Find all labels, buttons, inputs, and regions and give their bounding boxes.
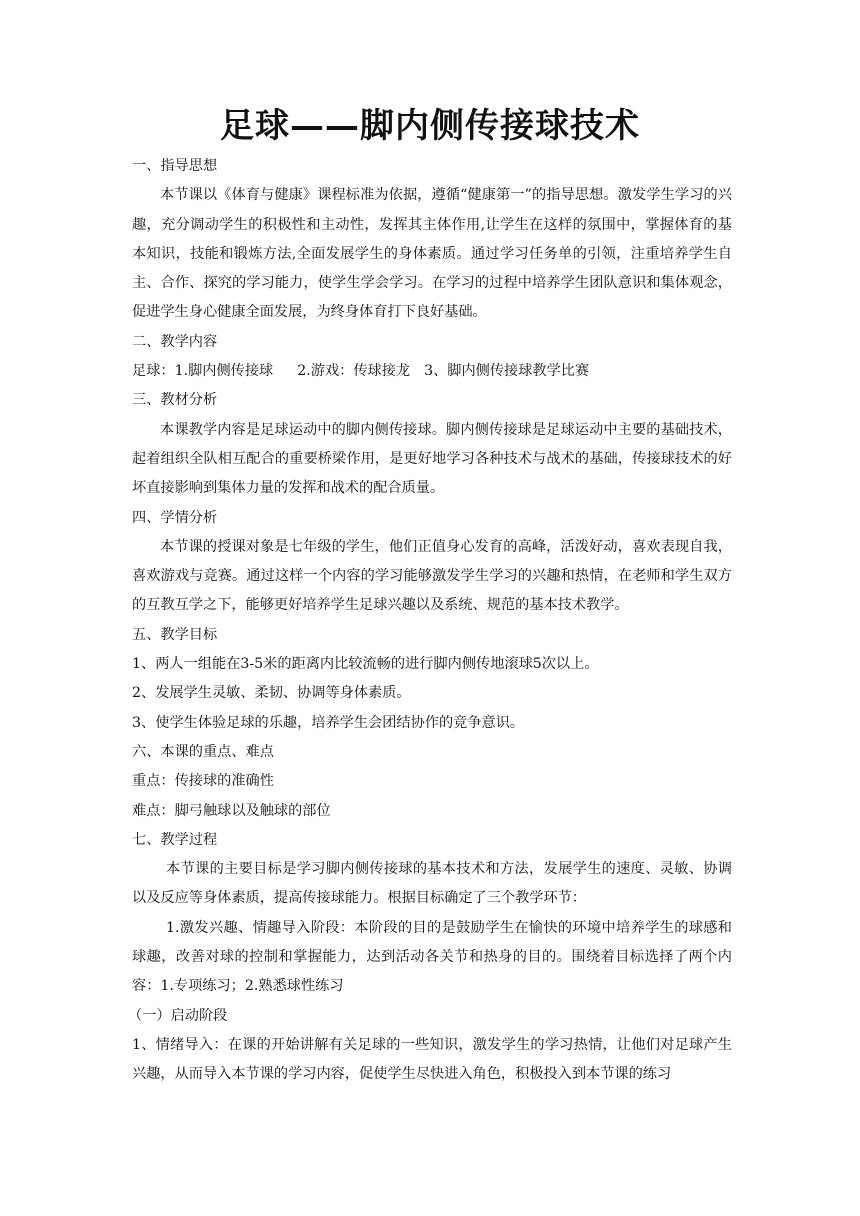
paragraph-material-analysis: 本课教学内容是足球运动中的脚内侧传接球。脚内侧传接球是足球运动中主要的基础技术，起着组织全队相互配合的重要桥梁作用，是更好地学习各种技术与战术的基础，传接球技术的好坏直接影响到集体力量的发挥和战术的配合质量。 — [132, 421, 732, 497]
teaching-content-item-2: 2.游戏：传球接龙 — [297, 363, 411, 380]
key-point-line: 重点：传接球的准确性 — [132, 773, 274, 790]
document-title: 足球——脚内侧传接球技术 — [220, 106, 640, 146]
section-heading-teaching-process: 七、教学过程 — [132, 831, 218, 848]
document-body — [128, 152, 732, 1090]
teaching-content-item-1: 足球：1.脚内侧传接球 — [132, 363, 274, 380]
paragraph-teaching-process-intro: 本节课的主要目标是学习脚内侧传接球的基本技术和方法，发展学生的速度、灵敏、协调以及反应等身体素质，提高传接球能力。根据目标确定了三个教学环节： — [132, 861, 732, 907]
paragraph-emotion-intro: 1、情绪导入：在课的开始讲解有关足球的一些知识，激发学生的学习热情，让他们对足球产生兴趣，从而导入本节课的学习内容，促使学生尽快进入角色，积极投入到本节课的练习 — [132, 1036, 732, 1083]
difficult-point-line: 难点：脚弓触球以及触球的部位 — [132, 802, 331, 819]
paragraph-student-analysis: 本节课的授课对象是七年级的学生，他们正值身心发育的高峰，活泼好动，喜欢表现自我，喜欢游戏与竞赛。通过这样一个内容的学习能够激发学生学习的兴趣和热情，在老师和学生双方的互教互学之下，能够更好培养学生足球兴趣以及系统、规范的基本技术教学。 — [132, 538, 732, 614]
subheading-start-phase: （一）启动阶段 — [128, 1007, 228, 1024]
teaching-goal-item-1: 1、两人一组能在3-5米的距离内比较流畅的进行脚内侧传地滚球5次以上。 — [132, 656, 599, 673]
section-heading-student-analysis: 四、学情分析 — [132, 509, 218, 526]
paragraph-teaching-phase-1: 1.激发兴趣、情趣导入阶段：本阶段的目的是鼓励学生在愉快的环境中培养学生的球感和球趣，改善对球的控制和掌握能力，达到活动各关节和热身的目的。围绕着目标选择了两个内容：1.专项练习；2.熟悉球性练习 — [132, 919, 732, 995]
section-heading-guiding-ideology: 一、指导思想 — [132, 158, 218, 174]
section-heading-teaching-goals: 五、教学目标 — [132, 626, 218, 643]
teaching-content-line — [132, 357, 732, 386]
section-heading-key-difficult-points: 六、本课的重点、难点 — [132, 743, 274, 760]
teaching-goal-item-3: 3、使学生体验足球的乐趣，培养学生会团结协作的竞争意识。 — [132, 714, 525, 731]
section-heading-material-analysis: 三、教材分析 — [132, 392, 218, 409]
teaching-goal-item-2: 2、发展学生灵敏、柔韧、协调等身体素质。 — [132, 685, 411, 702]
teaching-content-item-3: 3、脚内侧传接球教学比赛 — [424, 363, 590, 380]
paragraph-guiding-ideology: 本节课以《体育与健康》课程标准为依据，遵循“健康第一”的指导思想。激发学生学习的兴趣，充分调动学生的积极性和主动性，发挥其主体作用,让学生在这样的氛围中，掌握体育的基本知识，技能和锻炼方法,全面发展学生的身体素质。通过学习任务单的引领，注重培养学生自主、合作、探究的学习能力，使学生学会学习。在学习的过程中培养学生团队意识和集体观念，促进学生身心健康全面发展，为终身体育打下良好基础。 — [132, 187, 732, 321]
section-heading-teaching-content: 二、教学内容 — [132, 333, 218, 350]
